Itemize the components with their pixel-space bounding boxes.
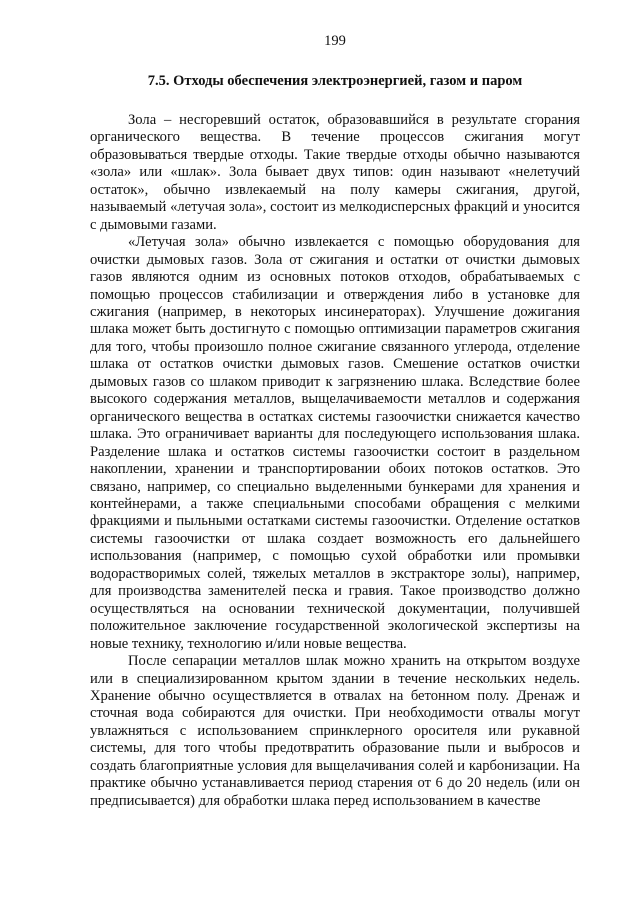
section-title: 7.5. Отходы обеспечения электроэнергией, газом и паром bbox=[147, 73, 523, 89]
document-page bbox=[90, 32, 580, 810]
paragraph-ash-definition: Зола – несгоревший остаток, образовавшийся в результате сгорания органического вещества. В течение процессов сжигания могут образовываться твердые отходы. Такие твердые отходы обычно называются «зола» или «шлак». Зола бывает двух типов: один называют «нелетучий остаток», обычно извлекаемый на полу камеры сжигания, другой, называемый «летучая зола», состоит из мелкодисперсных фракций и уносится с дымовыми газами. bbox=[90, 112, 580, 233]
paragraph-slag-storage: После сепарации металлов шлак можно хранить на открытом воздухе или в специализированном крытом здании в течение нескольких недель. Хранение обычно осуществляется в отвалах на бетонном полу. Дренаж и сточная вода собираются для очистки. При необходимости отвалы могут увлажняться с использованием спринклерного оросителя или рукавной системы, для того чтобы предотвратить образование пыли и выбросов и создать благоприятные условия для выщелачивания солей и карбонизации. На практике обычно устанавливается период старения от 6 до 20 недель (или он предписывается) для обработки шлака перед использованием в качестве bbox=[90, 653, 580, 809]
paragraph-fly-ash: «Летучая зола» обычно извлекается с помощью оборудования для очистки дымовых газов. Зола от сжигания и остатки от очистки дымовых газов являются одним из основных потоков отходов, обрабатываемых с помощью процессов стабилизации и отверждения либо в установке для сжигания (например, в некоторых инсинераторах). Улучшение дожигания шлака может быть достигнуто с помощью оптимизации параметров сжигания для того, чтобы произошло полное сжигание связанного углерода, отделение шлака от остатков очистки дымовых газов. Смешение остатков очистки дымовых газов со шлаком приводит к загрязнению шлака. Вследствие более высокого содержания металлов, выщелачиваемости металлов и содержания органического вещества в остатках системы газоочистки снижается качество шлака. Это ограничивает варианты для последующего использования шлака. Разделение шлака и остатков системы газоочистки состоит в раздельном накоплении, хранении и транспортировании обоих потоков остатков. Это связано, например, со специально выделенными бункерами для хранения и контейнерами, а также специальными способами обращения с мелкими фракциями и пыльными остатками системы газоочистки. Отделение остатков системы газоочистки от шлака создает возможность его дальнейшего использования (например, с помощью сухой обработки или промывки водорастворимых солей, тяжелых металлов в экстракторе золы), например, для производства заменителей песка и гравия. Такое производство должно осуществляться на основании технической документации, получившей положительное заключение государственной экологической экспертизы на новые технику, технологию и/или новые вещества. bbox=[90, 234, 580, 652]
page-number: 199 bbox=[324, 33, 346, 49]
